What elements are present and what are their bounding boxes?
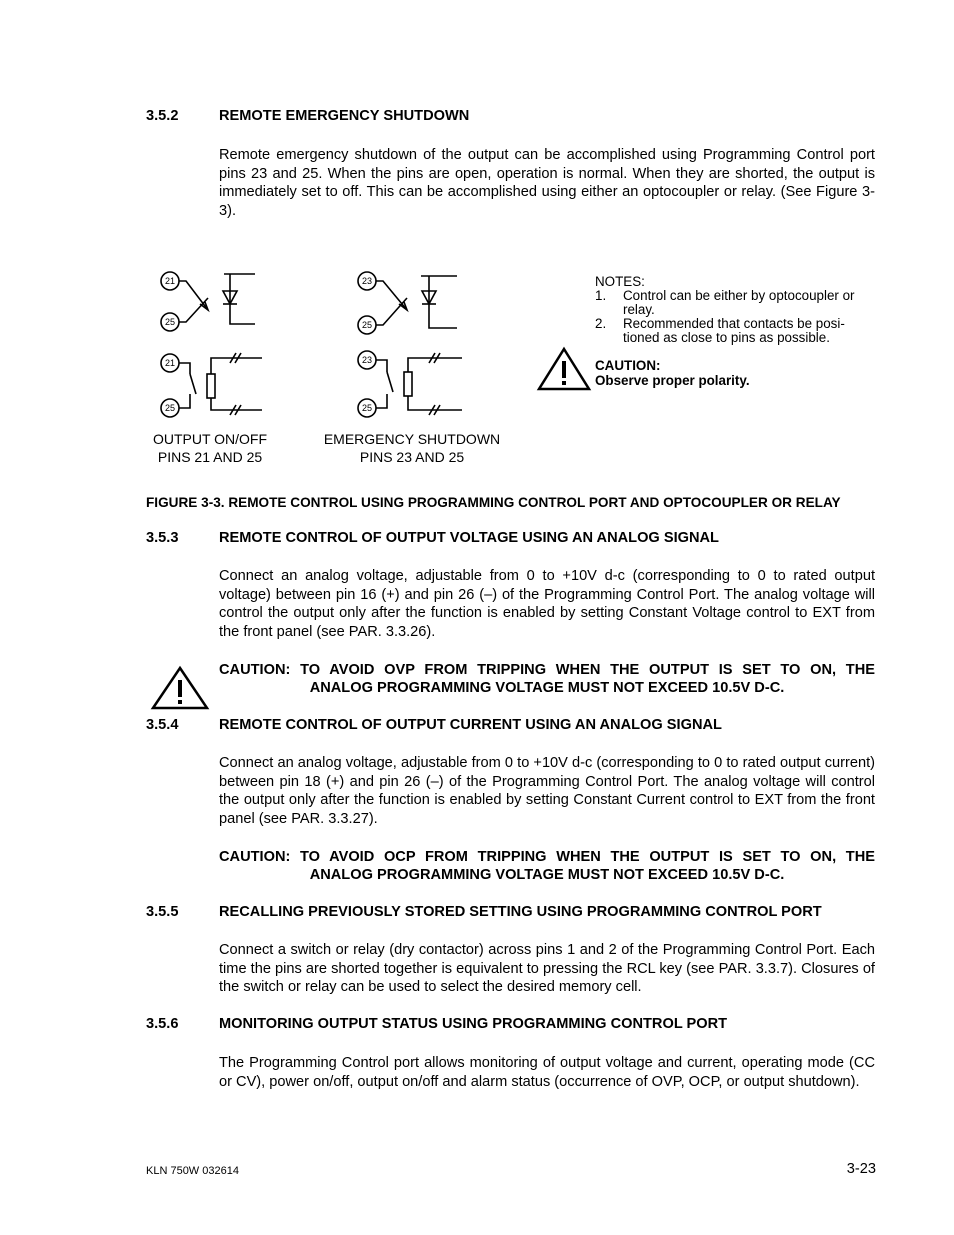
note-number: 1. bbox=[595, 288, 607, 303]
footer-doc-id: KLN 750W 032614 bbox=[146, 1165, 239, 1177]
warning-triangle-icon bbox=[536, 346, 592, 392]
section-number: 3.5.6 bbox=[146, 1016, 179, 1032]
note-text: Control can be either by optocoupler or relay. bbox=[623, 288, 855, 317]
figure-caption-right bbox=[310, 431, 514, 466]
figure-caution-title: CAUTION: bbox=[595, 358, 661, 373]
section-paragraph: Connect an analog voltage, adjustable from 0 to +10V d-c (corresponding to 0 to rated output current) between pin 18 (+) and pin 26 (–) of the Programming Control Port. The analog voltage will control the output only after the function is enabled by setting Constant Current control to EXT from the front panel (see PAR. 3.3.27). bbox=[219, 755, 875, 828]
section-title: MONITORING OUTPUT STATUS USING PROGRAMMING CONTROL PORT bbox=[219, 1016, 728, 1032]
section-paragraph: Remote emergency shutdown of the output can be accomplished using Programming Control port pins 23 and 25. When the pins are open, operation is normal. When they are shorted, the output is immediately set to off. This can be accomplished using either an optocoupler or relay. (See Figure 3-3). bbox=[219, 147, 875, 220]
caption-line: PINS 21 AND 25 bbox=[157, 448, 263, 465]
section-title: REMOTE CONTROL OF OUTPUT VOLTAGE USING AN ANALOG SIGNAL bbox=[219, 530, 719, 546]
figure-3-3-diagram bbox=[150, 266, 480, 426]
figure-caption-left bbox=[130, 431, 290, 466]
caption-line: OUTPUT ON/OFF bbox=[152, 431, 268, 447]
caption-line: EMERGENCY SHUTDOWN bbox=[323, 431, 501, 447]
section-number: 3.5.2 bbox=[146, 108, 179, 124]
pin-label: 23 bbox=[361, 355, 373, 365]
figure-notes bbox=[595, 275, 885, 345]
caution-line: CAUTION: TO AVOID OCP FROM TRIPPING WHEN THE OUTPUT IS SET TO ON, THE bbox=[219, 849, 875, 865]
note-number: 2. bbox=[595, 316, 607, 331]
note-item bbox=[595, 317, 853, 345]
pin-label: 25 bbox=[164, 317, 176, 327]
caution-line: ANALOG PROGRAMMING VOLTAGE MUST NOT EXCEED 10.5V D-C. bbox=[309, 867, 785, 883]
caption-line: PINS 23 AND 25 bbox=[359, 448, 465, 465]
figure-caution bbox=[595, 359, 750, 388]
section-title: RECALLING PREVIOUSLY STORED SETTING USING PROGRAMMING CONTROL PORT bbox=[219, 904, 822, 920]
pin-label: 25 bbox=[361, 320, 373, 330]
section-title: REMOTE EMERGENCY SHUTDOWN bbox=[219, 108, 470, 124]
note-item bbox=[595, 289, 885, 317]
caution-line: ANALOG PROGRAMMING VOLTAGE MUST NOT EXCEED 10.5V D-C. bbox=[309, 680, 785, 696]
caution-line: CAUTION: TO AVOID OVP FROM TRIPPING WHEN THE OUTPUT IS SET TO ON, THE bbox=[219, 662, 875, 678]
pin-label: 21 bbox=[164, 276, 176, 286]
section-paragraph: The Programming Control port allows monitoring of output voltage and current, operating mode (CC or CV), power on/off, output on/off and alarm status (occurrence of OVP, OCP, or output shutdown). bbox=[219, 1055, 875, 1090]
warning-triangle-icon bbox=[150, 665, 210, 711]
pin-label: 25 bbox=[361, 403, 373, 413]
pin-label: 25 bbox=[164, 403, 176, 413]
section-paragraph: Connect a switch or relay (dry contactor) across pins 1 and 2 of the Programming Control Port. Each time the pins are shorted together is equivalent to pressing the RCL key (see PAR. 3.3.7). Closures of the switch or relay can be used to select the desired memory cell. bbox=[219, 942, 875, 996]
section-paragraph: Connect an analog voltage, adjustable from 0 to +10V d-c (corresponding to 0 to rated output voltage) between pin 16 (+) and pin 26 (–) of the Programming Control Port. The analog voltage will control the output only after the function is enabled by setting Constant Voltage control to EXT from the front panel (see PAR. 3.3.26). bbox=[219, 568, 875, 641]
note-text: Recommended that contacts be posi-tioned as close to pins as possible. bbox=[623, 316, 845, 345]
section-number: 3.5.5 bbox=[146, 904, 179, 920]
figure-title: FIGURE 3-3. REMOTE CONTROL USING PROGRAMMING CONTROL PORT AND OPTOCOUPLER OR RELAY bbox=[146, 495, 841, 510]
relay-left bbox=[161, 353, 262, 417]
pin-label: 21 bbox=[164, 358, 176, 368]
notes-title: NOTES: bbox=[595, 274, 645, 289]
section-title: REMOTE CONTROL OF OUTPUT CURRENT USING AN ANALOG SIGNAL bbox=[219, 717, 722, 733]
page-number: 3-23 bbox=[846, 1161, 876, 1177]
optocoupler-right bbox=[358, 272, 457, 334]
relay-right bbox=[358, 351, 462, 417]
section-number: 3.5.3 bbox=[146, 530, 179, 546]
pin-label: 23 bbox=[361, 276, 373, 286]
section-number: 3.5.4 bbox=[146, 717, 179, 733]
optocoupler-left bbox=[161, 272, 255, 331]
figure-caution-text: Observe proper polarity. bbox=[595, 372, 750, 388]
